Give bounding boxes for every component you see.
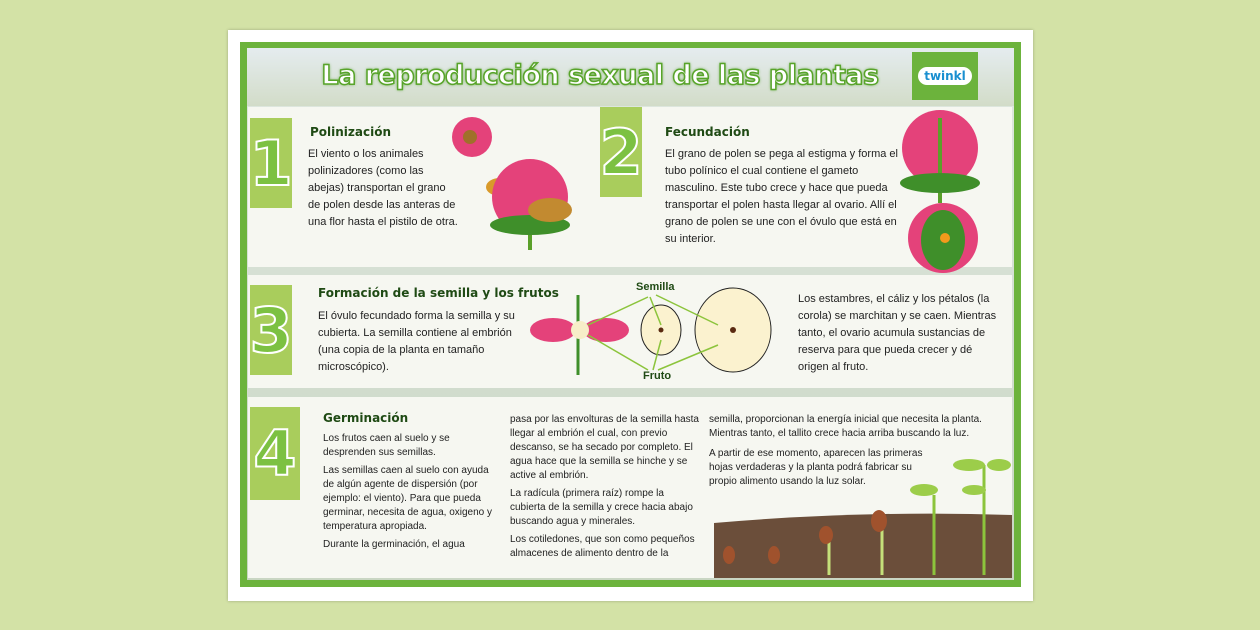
- section-2-heading: Fecundación: [665, 125, 750, 139]
- section-4-heading: Germinación: [323, 411, 409, 425]
- section-number-4: 4: [250, 407, 300, 500]
- flower-with-bee-illustration: [440, 115, 610, 265]
- section-3-text: El óvulo fecundado forma la semilla y su cubierta. La semilla contiene al embrión (una copia de la planta en tamaño microscópico).: [318, 310, 515, 373]
- seed-label: Semilla: [636, 281, 675, 293]
- section-4-text-2a: pasa por las envolturas de la semilla hasta llegar al embrión el cual, con previo descanso, se ha secado por completo. El agua hace que la semilla se hinche y se active al embrión.: [510, 414, 699, 481]
- flower-cross-section-illustration: [885, 108, 995, 278]
- germination-stages-illustration: [714, 455, 1012, 578]
- section-number-1: 1: [250, 118, 292, 208]
- section-3-text-2: Los estambres, el cáliz y los pétalos (la corola) se marchitan y se caen. Mientras tanto, el ovario acumula sustancias de reserva para que pueda crecer y dé origen al fruto.: [798, 293, 997, 373]
- section-1-text: El viento o los animales polinizadores (como las abejas) transportan el grano de polen desde las anteras de una flor hasta el pistilo de otra.: [308, 148, 458, 228]
- section-4-text-3a: semilla, proporcionan la energía inicial que necesita la planta. Mientras tanto, el tallito crece hacia arriba buscando la luz.: [709, 414, 982, 439]
- section-4-column-1: [323, 432, 501, 552]
- section-number-2: 2: [600, 107, 642, 197]
- twinkl-logo: twinkl: [912, 52, 978, 100]
- section-4-text-3b: A partir de ese momento, aparecen las primeras hojas verdaderas y la planta podrá fabricar su propio alimento usando la luz solar.: [709, 448, 923, 487]
- section-1-heading: Polinización: [310, 125, 392, 139]
- section-2-text: El grano de polen se pega al estigma y forma el tubo polínico el cual contiene el gameto masculino. Este tubo crece y hace que pueda transportar el polen hasta llegar al ovario. Allí el grano de polen se une con el óvulo que está en su interior.: [665, 148, 898, 245]
- fruit-label: Fruto: [643, 370, 672, 382]
- section-3-heading: Formación de la semilla y los frutos: [318, 286, 559, 300]
- section-4-text-1c: Durante la germinación, el agua: [323, 539, 465, 550]
- section-4-text-1b: Las semillas caen al suelo con ayuda de algún agente de dispersión (por ejemplo: el viento). Para que pueda germinar, necesita de agua, oxigeno y temperatura apropiada.: [323, 465, 492, 532]
- section-4-column-2: [510, 413, 700, 561]
- section-number-3: 3: [250, 285, 292, 375]
- section-4-text-1a: Los frutos caen al suelo y se desprenden sus semillas.: [323, 433, 450, 458]
- section-4-text-2b: La radícula (primera raíz) rompe la cubierta de la semilla y crece hacia abajo buscando agua y minerales.: [510, 488, 693, 527]
- section-4-text-2c: Los cotiledones, que son como pequeños almacenes de alimento dentro de la: [510, 534, 695, 559]
- poster-title: La reproducción sexual de las plantas: [321, 60, 879, 91]
